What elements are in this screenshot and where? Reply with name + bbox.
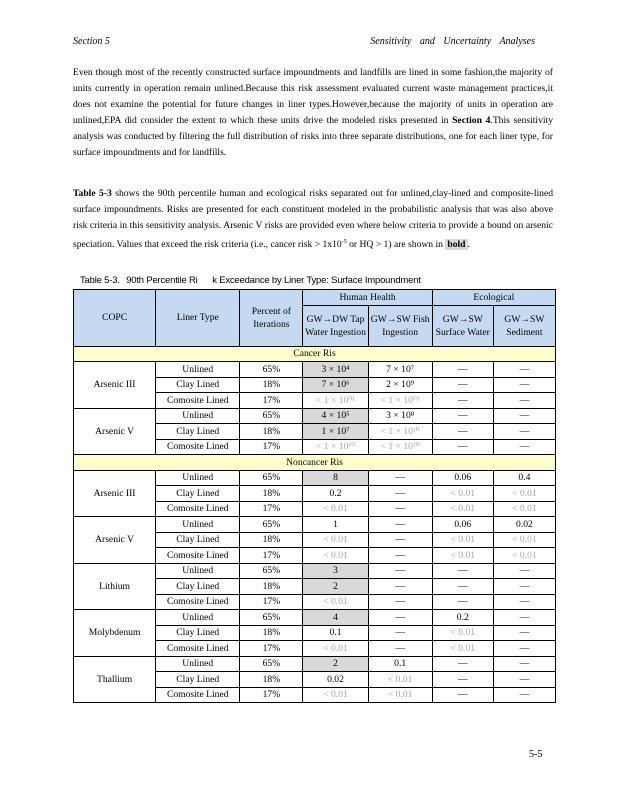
risk-value-cell: —	[368, 501, 432, 517]
paragraph-2-mid: or HQ > 1) are shown in	[346, 239, 443, 251]
risk-value-cell: < 0.01	[493, 532, 555, 548]
liner-type-cell: Comosite Lined	[156, 594, 240, 610]
col-surface-water: GW→SW Surface Water	[432, 305, 493, 346]
percent-cell: 65%	[240, 656, 303, 672]
risk-value-cell: < 0.01	[368, 672, 432, 688]
copc-name: Arsenic III	[74, 362, 156, 409]
col-tap-water: GW→DW Tap Water Ingestion	[303, 305, 368, 346]
risk-value-cell: —	[493, 687, 555, 703]
risk-table	[73, 289, 556, 703]
risk-value-cell: 0.2	[303, 486, 368, 502]
percent-cell: 17%	[240, 393, 303, 409]
risk-value-cell: < 0.01	[493, 486, 555, 502]
risk-value-cell: —	[432, 687, 493, 703]
copc-name: Arsenic V	[74, 517, 156, 564]
risk-value-cell: < 1 × 10⁰¹	[303, 393, 368, 409]
risk-value-cell: < 0.01	[432, 532, 493, 548]
liner-type-cell: Clay Lined	[156, 579, 240, 595]
percent-cell: 18%	[240, 672, 303, 688]
risk-value-cell: 7 × 10⁷	[368, 362, 432, 378]
risk-value-cell: —	[368, 641, 432, 657]
risk-value-cell: —	[432, 408, 493, 424]
bold-highlight: bold	[447, 239, 466, 251]
percent-cell: 18%	[240, 377, 303, 393]
risk-value-cell: 0.06	[432, 470, 493, 486]
risk-value-cell: < 0.01	[432, 641, 493, 657]
section-label: Section 5	[73, 36, 110, 47]
risk-value-cell: —	[432, 439, 493, 455]
risk-value-cell: 2 × 10⁹	[368, 377, 432, 393]
risk-value-cell: —	[493, 563, 555, 579]
table-title: 90th Percentile Ri k Exceedance by Liner Type: Surface Impoundment	[126, 275, 421, 286]
liner-type-cell: Comosite Lined	[156, 687, 240, 703]
risk-value-cell: —	[493, 377, 555, 393]
percent-cell: 65%	[240, 362, 303, 378]
risk-value-cell: 0.06	[432, 517, 493, 533]
liner-type-cell: Clay Lined	[156, 424, 240, 440]
risk-value-cell: —	[368, 470, 432, 486]
percent-cell: 17%	[240, 641, 303, 657]
risk-value-cell: —	[432, 672, 493, 688]
risk-value-cell: —	[368, 594, 432, 610]
percent-cell: 65%	[240, 610, 303, 626]
paragraph-2-text: shows the 90th percentile human and ecological risks separated out for unlined,clay-lined and composite-lined surface impoundments. Risks are presented for each constituent modeled in the probabilistic analysis that was also above risk criteria in this sensitivity analysis. Arsenic V risks are provided even where below criteria to provide a bound on arsenic speciation. Values that exceed the risk criteria (i.e., cancer risk > 1x10	[73, 188, 553, 251]
liner-type-cell: Clay Lined	[156, 625, 240, 641]
liner-type-cell: Unlined	[156, 656, 240, 672]
risk-value-cell: < 0.01	[432, 548, 493, 564]
table-row	[74, 517, 556, 533]
risk-value-cell: —	[493, 656, 555, 672]
risk-value-cell: —	[493, 610, 555, 626]
risk-value-cell: —	[432, 393, 493, 409]
copc-name: Thallium	[74, 656, 156, 703]
risk-value-cell: < 0.01	[303, 594, 368, 610]
risk-value-cell: —	[493, 625, 555, 641]
risk-value-cell: < 0.01	[303, 501, 368, 517]
risk-value-cell: 3 × 10⁴	[303, 362, 368, 378]
group-human-health: Human Health	[303, 290, 432, 306]
percent-cell: 17%	[240, 594, 303, 610]
copc-name: Arsenic V	[74, 408, 156, 455]
risk-value-cell: < 0.01	[303, 687, 368, 703]
percent-cell: 17%	[240, 439, 303, 455]
risk-value-cell: 0.02	[493, 517, 555, 533]
risk-value-cell: —	[432, 563, 493, 579]
liner-type-cell: Comosite Lined	[156, 548, 240, 564]
percent-cell: 65%	[240, 408, 303, 424]
risk-value-cell: —	[493, 672, 555, 688]
risk-value-cell: < 0.01	[493, 548, 555, 564]
risk-value-cell: —	[493, 408, 555, 424]
noncancer-risk-section: Noncancer Ris	[74, 455, 556, 471]
risk-value-cell: 1 × 10⁷	[303, 424, 368, 440]
risk-value-cell: —	[368, 610, 432, 626]
risk-value-cell: 0.4	[493, 470, 555, 486]
risk-value-cell: —	[493, 424, 555, 440]
table-row	[74, 362, 556, 378]
table-5-3-reference: Table 5-3	[73, 188, 112, 199]
risk-value-cell: —	[368, 563, 432, 579]
liner-type-cell: Unlined	[156, 470, 240, 486]
risk-value-cell: —	[493, 362, 555, 378]
risk-value-cell: 2	[303, 579, 368, 595]
liner-type-cell: Comosite Lined	[156, 439, 240, 455]
risk-value-cell: —	[432, 579, 493, 595]
risk-value-cell: < 0.01	[303, 532, 368, 548]
risk-value-cell: —	[493, 641, 555, 657]
table-body	[74, 346, 556, 703]
table-number: Table 5-3.	[80, 275, 120, 286]
risk-value-cell: 7 × 10⁶	[303, 377, 368, 393]
paragraph-2	[73, 186, 553, 253]
liner-type-cell: Unlined	[156, 408, 240, 424]
risk-value-cell: —	[368, 625, 432, 641]
col-sediment: GW→SW Sediment	[493, 305, 555, 346]
risk-value-cell: < 0.01	[303, 641, 368, 657]
risk-value-cell: —	[368, 548, 432, 564]
page-header	[73, 36, 543, 50]
percent-cell: 18%	[240, 625, 303, 641]
liner-type-cell: Unlined	[156, 563, 240, 579]
liner-type-cell: Clay Lined	[156, 532, 240, 548]
copc-name: Lithium	[74, 563, 156, 610]
chapter-title: Sensitivity and Uncertainty Analyses	[370, 36, 535, 47]
percent-cell: 18%	[240, 424, 303, 440]
copc-name: Arsenic III	[74, 470, 156, 517]
paragraph-1	[73, 65, 553, 161]
percent-cell: 18%	[240, 486, 303, 502]
col-percent: Percent of Iterations	[240, 290, 303, 347]
page-number: 5-5	[529, 749, 543, 760]
liner-type-cell: Unlined	[156, 610, 240, 626]
risk-value-cell: < 1 × 10¹⁰	[303, 439, 368, 455]
risk-value-cell: < 0.01	[368, 687, 432, 703]
percent-cell: 65%	[240, 517, 303, 533]
cancer-risk-section: Cancer Ris	[74, 346, 556, 362]
liner-type-cell: Unlined	[156, 362, 240, 378]
liner-type-cell: Comosite Lined	[156, 641, 240, 657]
liner-type-cell: Clay Lined	[156, 672, 240, 688]
group-ecological: Ecological	[432, 290, 555, 306]
risk-value-cell: 0.2	[432, 610, 493, 626]
table-row	[74, 610, 556, 626]
risk-value-cell: —	[493, 439, 555, 455]
risk-value-cell: —	[368, 532, 432, 548]
risk-value-cell: < 1 × 10¹⁰	[368, 439, 432, 455]
risk-value-cell: < 1 × 10⁰¹	[368, 393, 432, 409]
table-row	[74, 563, 556, 579]
percent-cell: 18%	[240, 532, 303, 548]
percent-cell: 17%	[240, 501, 303, 517]
percent-cell: 17%	[240, 548, 303, 564]
liner-type-cell: Clay Lined	[156, 377, 240, 393]
liner-type-cell: Unlined	[156, 517, 240, 533]
table-row	[74, 656, 556, 672]
paragraph-2-end: .	[467, 239, 470, 251]
risk-value-cell: —	[432, 424, 493, 440]
section-4-reference: Section 4	[452, 115, 491, 126]
copc-name: Molybdenum	[74, 610, 156, 657]
risk-value-cell: 3	[303, 563, 368, 579]
liner-type-cell: Comosite Lined	[156, 393, 240, 409]
col-fish-ingestion: GW→SW Fish Ingestion	[368, 305, 432, 346]
risk-value-cell: —	[493, 579, 555, 595]
paragraph-1-tail: .This sensitivity analysis was conducted by filtering the full distribution of risks into three separate distributions, one for each liner type, for surface impoundments and for landfills.	[73, 115, 553, 158]
risk-value-cell: 0.02	[303, 672, 368, 688]
table-caption	[80, 275, 425, 286]
percent-cell: 65%	[240, 470, 303, 486]
risk-value-cell: < 1 × 10¹⁰	[368, 424, 432, 440]
risk-value-cell: —	[432, 362, 493, 378]
risk-value-cell: 4	[303, 610, 368, 626]
risk-value-cell: —	[493, 594, 555, 610]
risk-value-cell: —	[368, 579, 432, 595]
risk-value-cell: 0.1	[368, 656, 432, 672]
risk-value-cell: < 0.01	[432, 501, 493, 517]
liner-type-cell: Comosite Lined	[156, 501, 240, 517]
risk-value-cell: 0.1	[303, 625, 368, 641]
percent-cell: 18%	[240, 579, 303, 595]
percent-cell: 65%	[240, 563, 303, 579]
exponent: -5	[341, 239, 347, 245]
risk-value-cell: < 0.01	[493, 501, 555, 517]
paragraph-1-text: Even though most of the recently constructed surface impoundments and landfills are lined in some fashion,the majority of units currently in operation remain unlined.Because this risk assessment evaluated current waste management practices,it does not examine the potential for future changes in liner types.However,because the majority of units in operation are unlined,EPA did consider the extent to which these units drive the modeled risks presented in	[73, 67, 553, 126]
risk-value-cell: —	[432, 594, 493, 610]
risk-value-cell: 2	[303, 656, 368, 672]
risk-value-cell: —	[493, 393, 555, 409]
risk-value-cell: —	[432, 656, 493, 672]
risk-value-cell: —	[368, 517, 432, 533]
risk-value-cell: < 0.01	[303, 548, 368, 564]
col-copc: COPC	[74, 290, 156, 347]
percent-cell: 17%	[240, 687, 303, 703]
table-row	[74, 470, 556, 486]
risk-value-cell: 3 × 10⁸	[368, 408, 432, 424]
risk-value-cell: —	[368, 486, 432, 502]
risk-value-cell: 4 × 10⁵	[303, 408, 368, 424]
table-row	[74, 408, 556, 424]
risk-value-cell: 1	[303, 517, 368, 533]
risk-value-cell: < 0.01	[432, 486, 493, 502]
col-liner-type: Liner Type	[156, 290, 240, 347]
risk-value-cell: —	[432, 377, 493, 393]
risk-value-cell: < 0.01	[432, 625, 493, 641]
risk-value-cell: 8	[303, 470, 368, 486]
liner-type-cell: Clay Lined	[156, 486, 240, 502]
